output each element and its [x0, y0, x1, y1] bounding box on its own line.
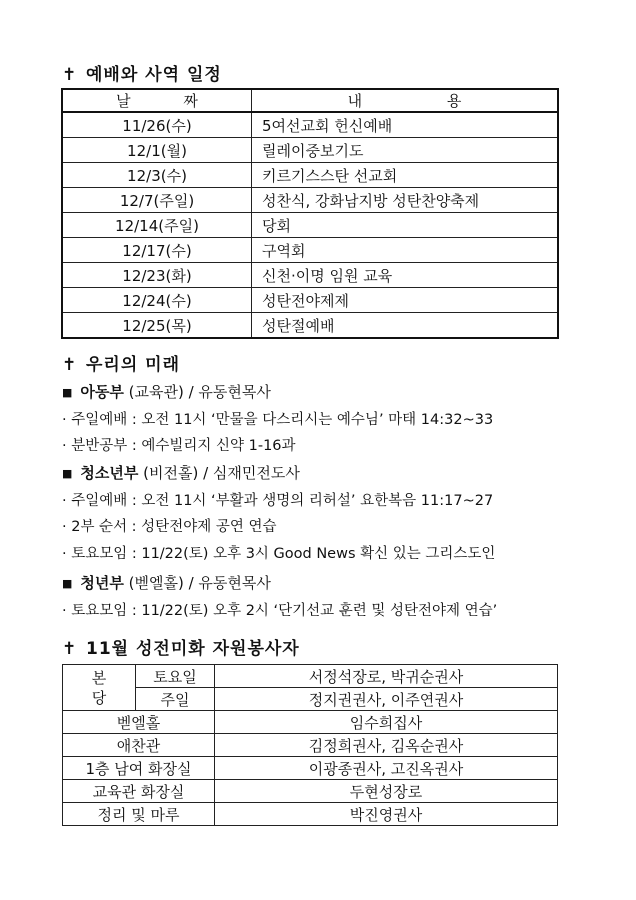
volunteer-names: 서정석장로, 박귀순권사: [215, 665, 558, 688]
list-item: · 토요모임 : 11/22(토) 오후 2시 ‘단기선교 훈련 및 성탄전야제 연습’: [62, 603, 498, 619]
table-row: [63, 688, 558, 711]
volunteer-place: 교육관 화장실: [63, 780, 215, 803]
schedule-date: 12/24(수): [62, 288, 252, 313]
list-item: · 분반공부 : 예수빌리지 신약 1-16과: [62, 438, 296, 454]
schedule-date: 12/14(주일): [62, 213, 252, 238]
volunteer-place: 애찬관: [63, 734, 215, 757]
list-item: · 주일예배 : 오전 11시 ‘부활과 생명의 리허설’ 요한복음 11:17~27: [62, 493, 494, 509]
schedule-section-title: [62, 60, 222, 85]
table-row: [62, 263, 558, 288]
volunteer-names: 정지권권사, 이주연권사: [215, 688, 558, 711]
schedule-date: 12/25(목): [62, 313, 252, 339]
list-item: · 토요모임 : 11/22(토) 오후 3시 Good News 확신 있는 그리스도인: [62, 546, 496, 562]
schedule-content: 릴레이중보기도: [252, 138, 559, 163]
dept-info: (벧엘홀) / 유동현목사: [123, 574, 271, 592]
dept-name: 청소년부: [80, 464, 139, 482]
cross-icon: ✝: [62, 355, 78, 375]
schedule-content: 성찬식, 강화남지방 성탄찬양축제: [252, 188, 559, 213]
content-header: 내 용: [252, 89, 559, 112]
list-item: · 2부 순서 : 성탄전야제 공연 연습: [62, 519, 277, 535]
volunteer-names: 김정희권사, 김옥순권사: [215, 734, 558, 757]
table-row: [62, 112, 558, 138]
schedule-content: 신천·이명 임원 교육: [252, 263, 559, 288]
table-row: [63, 711, 558, 734]
schedule-date: 12/17(수): [62, 238, 252, 263]
cross-icon: ✝: [62, 639, 78, 659]
date-header: 날 짜: [62, 89, 252, 112]
main-sanctuary-cell: [63, 665, 136, 711]
table-row: [63, 803, 558, 826]
volunteer-place: 1층 남여 화장실: [63, 757, 215, 780]
schedule-date: 12/3(수): [62, 163, 252, 188]
table-row: [63, 780, 558, 803]
main-sanctuary-label: 본 당: [91, 668, 107, 707]
schedule-content: 5여선교회 헌신예배: [252, 112, 559, 138]
volunteers-table: [62, 664, 558, 826]
table-row: [62, 313, 558, 339]
square-bullet-icon: ■: [62, 386, 73, 399]
schedule-content: 키르기스스탄 선교회: [252, 163, 559, 188]
table-row: [62, 138, 558, 163]
table-row: [62, 163, 558, 188]
table-row: [63, 734, 558, 757]
schedule-content: 성탄전야제제: [252, 288, 559, 313]
dept-name: 청년부: [80, 574, 124, 592]
dept-heading-young-adults: [62, 572, 271, 593]
schedule-date: 12/1(월): [62, 138, 252, 163]
volunteer-names: 두현성장로: [215, 780, 558, 803]
table-row: [62, 238, 558, 263]
dept-heading-children: [62, 381, 271, 402]
volunteer-names: 이광종권사, 고진옥권사: [215, 757, 558, 780]
schedule-content: 구역회: [252, 238, 559, 263]
volunteer-place: 토요일: [136, 665, 215, 688]
volunteers-section-title: [62, 634, 300, 659]
volunteer-place: 주일: [136, 688, 215, 711]
volunteer-place: 벧엘홀: [63, 711, 215, 734]
dept-info: (교육관) / 유동현목사: [123, 383, 271, 401]
list-item: · 주일예배 : 오전 11시 ‘만물을 다스리시는 예수님’ 마태 14:32~33: [62, 412, 494, 428]
schedule-content: 성탄절예배: [252, 313, 559, 339]
table-row: [62, 188, 558, 213]
table-row: [62, 213, 558, 238]
dept-heading-youth: [62, 462, 300, 483]
schedule-date: 12/23(화): [62, 263, 252, 288]
volunteer-names: 임수희집사: [215, 711, 558, 734]
future-section-title: [62, 350, 180, 375]
schedule-date: 11/26(수): [62, 112, 252, 138]
future-title-text: 우리의 미래: [86, 355, 181, 375]
volunteer-place: 정리 및 마루: [63, 803, 215, 826]
table-row: [63, 757, 558, 780]
schedule-title-text: 예배와 사역 일정: [86, 65, 222, 85]
schedule-header-row: [62, 89, 558, 112]
volunteers-title-text: 11월 성전미화 자원봉사자: [86, 639, 300, 659]
schedule-content: 당회: [252, 213, 559, 238]
square-bullet-icon: ■: [62, 577, 73, 590]
volunteer-names: 박진영권사: [215, 803, 558, 826]
table-row: [63, 665, 558, 688]
square-bullet-icon: ■: [62, 467, 73, 480]
schedule-table: [61, 88, 559, 339]
dept-info: (비전홀) / 심재민전도사: [138, 464, 300, 482]
dept-name: 아동부: [80, 383, 124, 401]
table-row: [62, 288, 558, 313]
schedule-date: 12/7(주일): [62, 188, 252, 213]
cross-icon: ✝: [62, 65, 78, 85]
